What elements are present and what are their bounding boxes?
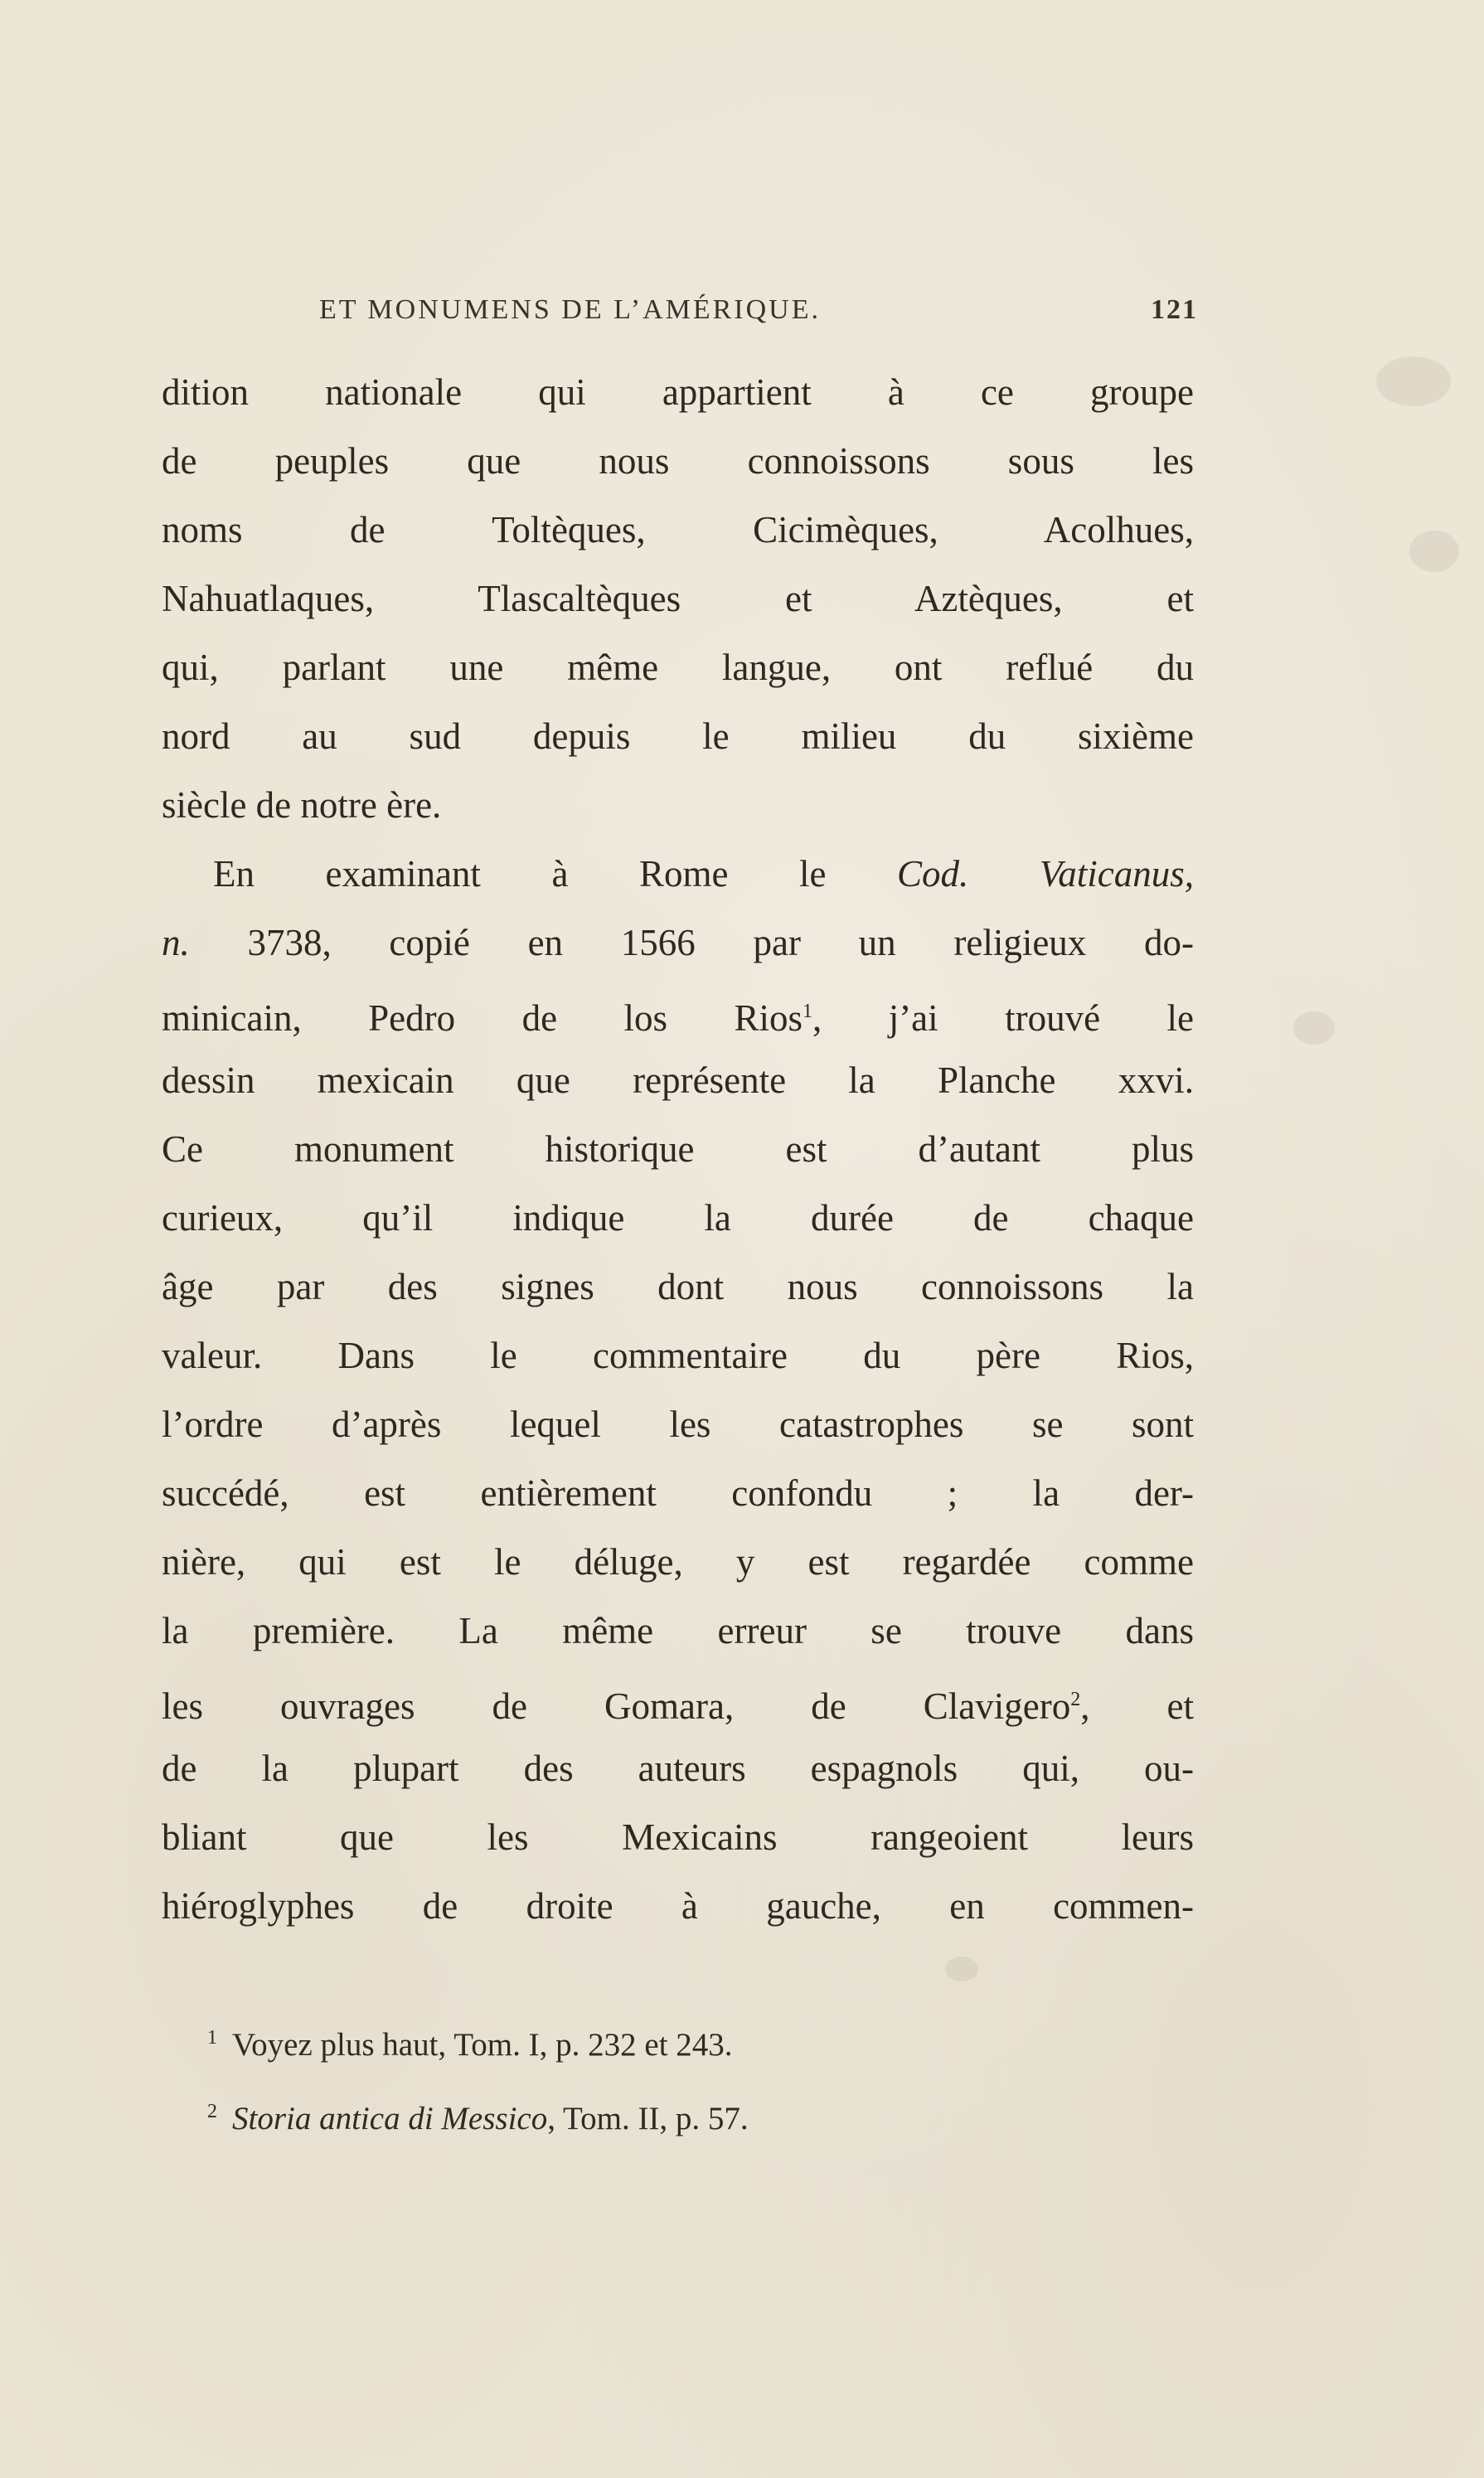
- running-head: ET MONUMENS DE L’AMÉRIQUE.: [319, 294, 821, 325]
- text-line: dessin mexicain que représente la Planche xxvi.: [162, 1060, 1194, 1101]
- footnotes: [207, 2005, 1119, 2152]
- paper-stain: [1409, 531, 1459, 572]
- text-line: bliant que les Mexicains rangeoient leurs: [162, 1816, 1194, 1858]
- footnote-text: Voyez plus haut, Tom. I, p. 232 et 243.: [232, 2027, 733, 2063]
- footnote: [207, 2078, 1119, 2152]
- text-line: Ce monument historique est d’autant plus: [162, 1128, 1194, 1170]
- paper-stain: [1376, 356, 1451, 406]
- text-line: hiéroglyphes de droite à gauche, en commen-: [162, 1885, 1194, 1927]
- text-line: nière, qui est le déluge, y est regardée comme: [162, 1541, 1194, 1583]
- footnote-text: , Tom. II, p. 57.: [547, 2101, 749, 2136]
- text-line: noms de Toltèques, Cicimèques, Acolhues,: [162, 509, 1194, 550]
- number-abbreviation: n.: [162, 922, 190, 963]
- codex-title: Cod. Vaticanus,: [896, 853, 1194, 895]
- page-number: 121: [1151, 294, 1198, 325]
- text-line: de la plupart des auteurs espagnols qui, ou-: [162, 1748, 1194, 1789]
- text-line: l’ordre d’après lequel les catastrophes se sont: [162, 1404, 1194, 1445]
- footnote-marker: 2: [1070, 1689, 1081, 1710]
- text-fragment: 3738, copié en 1566 par un religieux do-: [189, 922, 1194, 963]
- text-line: la première. La même erreur se trouve dans: [162, 1610, 1194, 1651]
- text-line: nord au sud depuis le milieu du sixième: [162, 715, 1194, 757]
- text-line: curieux, qu’il indique la durée de chaque: [162, 1197, 1194, 1239]
- text-line: [162, 1666, 1194, 1734]
- page-header: [319, 294, 1198, 336]
- text-line: succédé, est entièrement confondu ; la der-: [162, 1472, 1194, 1514]
- text-line: âge par des signes dont nous connoissons la: [162, 1266, 1194, 1307]
- text-line: siècle de notre ère.: [162, 784, 442, 826]
- text-line: Nahuatlaques, Tlascaltèques et Aztèques, et: [162, 578, 1194, 619]
- footnote-title: Storia antica di Messico: [232, 2101, 548, 2136]
- text-fragment: minicain, Pedro de los Rios: [162, 997, 803, 1039]
- text-fragment: , et: [1080, 1685, 1195, 1727]
- footnote-number: 1: [207, 2027, 217, 2049]
- text-line: [162, 840, 1194, 909]
- text-line: dition nationale qui appartient à ce groupe: [162, 371, 1194, 413]
- text-fragment: , j’ai trouvé le: [812, 997, 1194, 1039]
- text-line: [162, 909, 1194, 977]
- body-text: [162, 358, 1194, 1941]
- text-fragment: En examinant à Rome le: [213, 853, 897, 895]
- footnote: [207, 2005, 1119, 2078]
- paper-stain: [945, 1957, 978, 1981]
- text-line: de peuples que nous connoissons sous les: [162, 440, 1194, 482]
- text-line: qui, parlant une même langue, ont reflué du: [162, 647, 1194, 688]
- footnote-marker: 1: [803, 1001, 812, 1022]
- text-fragment: les ouvrages de Gomara, de Clavigero: [162, 1685, 1071, 1727]
- text-line: valeur. Dans le commentaire du père Rios,: [162, 1335, 1194, 1376]
- paper-stain: [1293, 1011, 1335, 1045]
- footnote-number: 2: [207, 2101, 217, 2122]
- text-line: [162, 977, 1194, 1046]
